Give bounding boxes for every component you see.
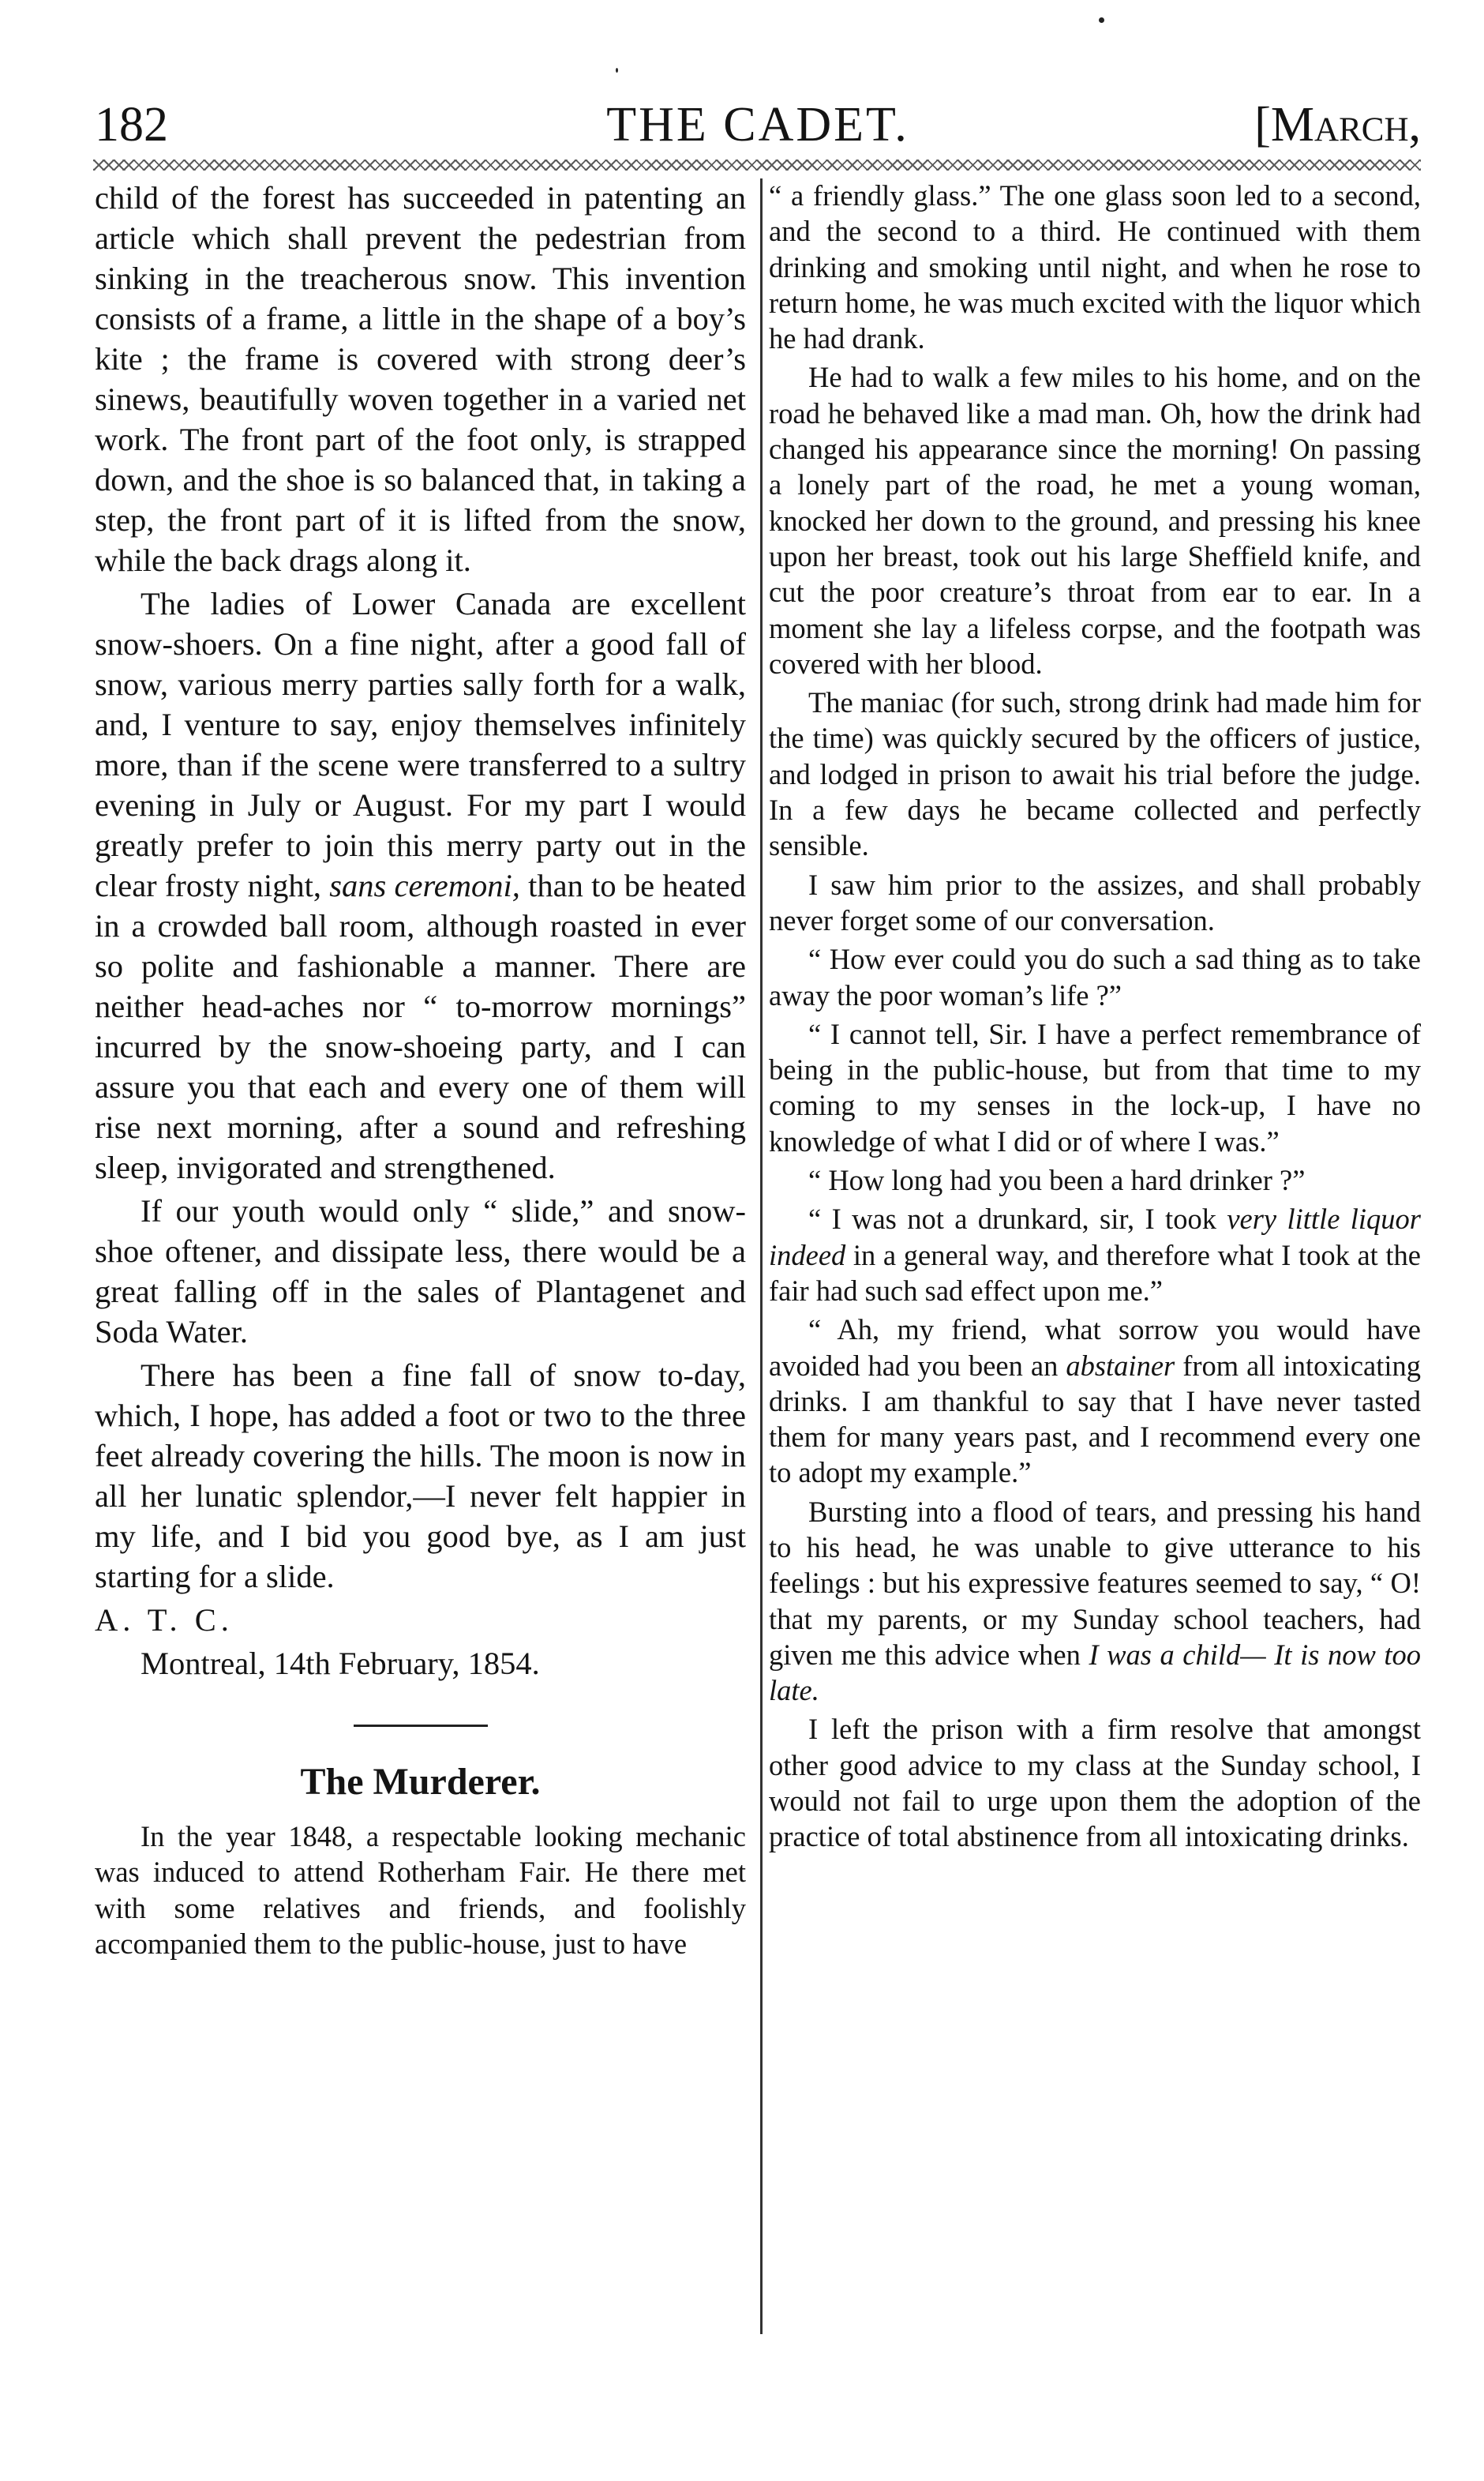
journal-title: THE CADET. <box>606 98 909 152</box>
paragraph: The ladies of Lower Canada are excellent snow-shoers. On a fine night, after a good fall of snow, various merry parties sally forth for a walk, and, I venture to say, enjoy themselves infinitely more, than if the scene were transferred to a sultry evening in July or August. For my part I would greatly prefer to join this merry party out in the clear frosty night, sans ceremoni, than to be heated in a crowded ball room, although roasted in ever so polite and fashionable a manner. There are neither head-aches nor “ to-morrow mornings” incurred by the snow-shoeing party, and I can assure you that each and every one of them will rise next morning, after a sound and refreshing sleep, invigorated and strengthened. <box>95 586 746 1185</box>
paragraph: The maniac (for such, strong drink had made him for the time) was quickly secured by the officers of justice, and lodged in prison to await his trial before the judge. In a few days he became collected and perfectly sensible. <box>769 686 1421 862</box>
ink-speck <box>1099 17 1104 23</box>
page-number: 182 <box>95 98 168 152</box>
italic-phrase: I was a child— It is now too late. <box>769 1638 1421 1707</box>
paragraph: He had to walk a few miles to his home, and on the road he behaved like a mad man. Oh, how the drink had changed his appearance since the morning! On passing a lonely part of the road, he met a young woman, knocked her down to the ground, and pressing his knee upon her breast, took out his large Sheffield knife, and cut the poor creature’s throat from ear to ear. In a moment she lay a lifeless corpse, and the footpath was covered with her blood. <box>769 361 1421 680</box>
author-signature: A. T. C. <box>95 1602 234 1638</box>
italic-phrase: abstainer <box>1066 1349 1175 1382</box>
left-column <box>95 178 746 1961</box>
column-divider <box>760 178 763 2334</box>
paragraph: “ How long had you been a hard drinker ?” <box>808 1164 1306 1197</box>
italic-phrase: sans ceremoni, <box>329 868 520 903</box>
paragraph: If our youth would only “ slide,” and snow-shoe oftener, and dissipate less, there would be a great falling off in the sales of Plantagenet and Soda Water. <box>95 1193 746 1349</box>
paragraph: “ How ever could you do such a sad thing as to take away the poor woman’s life ?” <box>769 943 1421 1012</box>
paragraph: “ I was not a drunkard, sir, I took very little liquor indeed in a general way, and therefore what I took at the fair had such sad effect upon me.” <box>769 1203 1421 1307</box>
dateline: Montreal, 14th February, 1854. <box>141 1646 540 1681</box>
header-wavy-rule <box>93 160 1421 171</box>
right-column <box>769 178 1421 1855</box>
paragraph: I left the prison with a firm resolve that amongst other good advice to my class at the Sunday school, I would not fail to urge upon them the adoption of the practice of total abstinence from all intoxicating drinks. <box>769 1713 1421 1853</box>
italic-phrase: very little liquor indeed <box>769 1203 1421 1271</box>
page-header <box>95 93 1421 156</box>
paragraph: “ a friendly glass.” The one glass soon led to a second, and the second to a third. He continued with them drinking and smoking until night, and when he rose to return home, he was much excited with the liquor which he had drank. <box>769 179 1421 355</box>
paragraph: There has been a fine fall of snow to-day, which, I hope, has added a foot or two to the three feet already covering the hills. The moon is now in all her lunatic splendor,—I never felt happier in my life, and I bid you good bye, as I am just starting for a slide. <box>95 1357 746 1594</box>
paragraph: child of the forest has succeeded in patenting an article which shall prevent the pedestrian from sinking in the treacherous snow. This invention consists of a frame, a little in the shape of a boy’s kite ; the frame is covered with strong deer’s sinews, beautifully woven together in a varied net work. The front part of the foot only, is strapped down, and the shoe is so balanced that, in taking a step, the front part of it is lifted from the snow, while the back drags along it. <box>95 180 746 578</box>
paragraph: “ I cannot tell, Sir. I have a perfect remembrance of being in the public-house, but from that time to my coming to my senses in the lock-up, I have no knowledge of what I did or of where I was.” <box>769 1017 1421 1158</box>
ink-speck <box>616 68 618 73</box>
paragraph: Bursting into a flood of tears, and pressing his hand to his head, he was unable to give utterance to his feelings : but his expressive features seemed to say, “ O! that my parents, or my Sunday school teachers, had given me this advice when I was a child— It is now too late. <box>769 1495 1421 1707</box>
issue-month: [March, <box>1254 98 1421 152</box>
article-title: The Murderer. <box>300 1761 541 1803</box>
paragraph: “ Ah, my friend, what sorrow you would have avoided had you been an abstainer from all intoxicating drinks. I am thankful to say that I have never tasted them for many years past, and I recommend every one to adopt my example.” <box>769 1313 1422 1489</box>
paragraph: I saw him prior to the assizes, and shall probably never forget some of our conversation. <box>769 868 1421 936</box>
paragraph: In the year 1848, a respectable looking mechanic was induced to attend Rotherham Fair. He there met with some relatives and friends, and foolishly accompanied them to the public-house, just to have <box>95 1820 746 1960</box>
section-divider <box>354 1725 488 1727</box>
